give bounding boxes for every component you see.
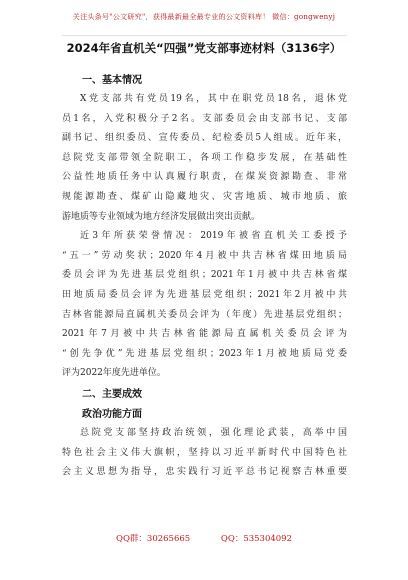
paragraph-party-branch-overview xyxy=(62,90,347,227)
text-line: 副书记、组织委员、宣传委员、纪检委员5人组成。近年来， xyxy=(62,133,347,144)
text-line: “五一”劳动奖状；2020年4月被中共吉林省煤田地质局 xyxy=(62,250,347,261)
text-line: 委员会评为先进基层党组织；2021年1月被中共吉林省煤 xyxy=(62,270,347,281)
text-line: 田地质局委员会评为先进基层党组织；2021年2月被中共 xyxy=(62,289,347,300)
subheading-political-function: 政治功能方面 xyxy=(82,408,142,420)
text-line: 2021年7月被中共吉林省能源局直属机关委员会评为 xyxy=(62,329,347,340)
text-line: 员1名，入党积极分子2名。支部委员会由支部书记、支部 xyxy=(62,113,347,124)
text-line: 公益性地质任务中认真履行职责，在煤炭资源勘查、非常 xyxy=(62,172,347,183)
footer-qq: QQ：535304092 xyxy=(220,534,292,544)
header-rule xyxy=(62,35,347,36)
section-heading-main-results: 二、主要成效 xyxy=(82,388,142,400)
footer-qq-group: QQ群：30265665 xyxy=(115,534,191,544)
text-line: 会主义思想为指导，忠实践行习近平总书记视察吉林重要 xyxy=(62,467,347,478)
text-line: “创先争优”先进基层党组织；2023年1月被地质局党委 xyxy=(62,348,347,359)
document-title: 2024年省直机关“四强”党支部事迹材料（3136字） xyxy=(66,41,342,55)
section-heading-basic-info: 一、基本情况 xyxy=(82,75,142,86)
text-line: 特色社会主义伟大旗帜，坚持以习近平新时代中国特色社 xyxy=(62,447,347,458)
document-body xyxy=(62,72,347,483)
text-line: 吉林省能源局直属机关委员会评为（年度）先进基层党组织； xyxy=(62,309,347,320)
text-line: 游地质等专业领域为地方经济发展做出突出贡献。 xyxy=(62,211,261,222)
text-line: 总院党支部坚持政治统领，强化理论武装，高举中国 xyxy=(80,427,347,438)
paragraph-honors xyxy=(62,227,347,384)
text-line: 评为2022年度先进单位。 xyxy=(62,368,166,379)
footer-contact xyxy=(0,532,408,544)
text-line: 总院党支部带领全院职工，各项工作稳步发展，在基础性 xyxy=(62,152,347,163)
header-banner: 关注头条号"公文研究"，获得最新最全最专业的公文资料库！ 微信：gongwenyj xyxy=(72,13,336,21)
paragraph-political-function xyxy=(62,424,347,483)
text-line: 近3年所获荣誉情况：2019年被省直机关工委授予 xyxy=(80,231,347,242)
text-line: X党支部共有党员19名，其中在职党员18名，退休党 xyxy=(80,94,347,104)
text-line: 规能源勘查、煤矿山隐藏地灾、灾害地质、城市地质、旅 xyxy=(62,191,347,202)
